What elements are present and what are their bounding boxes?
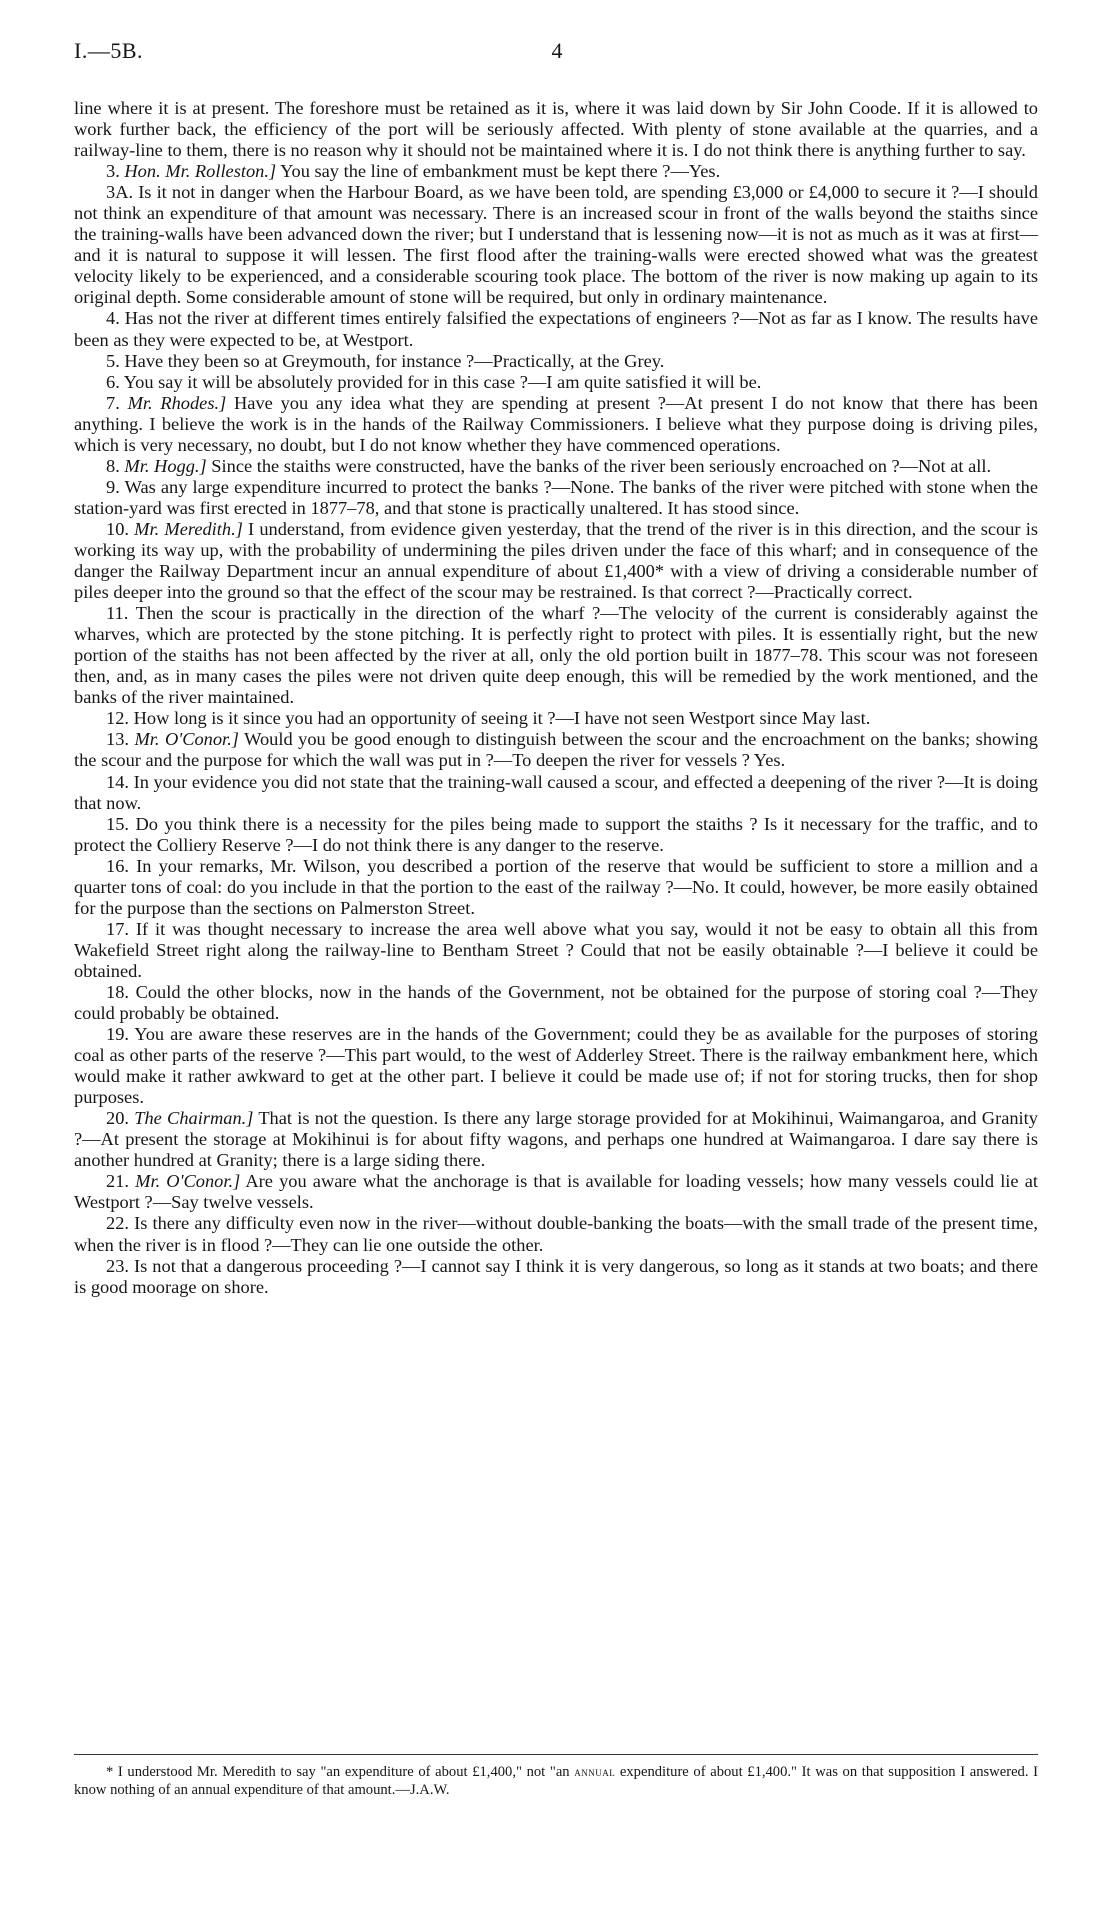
question-paragraph (74, 393, 1038, 456)
question-paragraph (74, 1024, 1038, 1108)
page-header (74, 38, 1040, 68)
footnote-emphasis: annual (574, 1765, 616, 1779)
paragraph-text: You are aware these reserves are in the hands of the Government; could they be as available for the purposes of storing coal as other parts of the reserve ?—This part would, to the west of Adderley Street. There is the railway embankment here, which would make it rather awkward to get at the other part. I believe it could be made use of; if not for storing trucks, then for shop purposes. (74, 1024, 1038, 1108)
footnote (74, 1763, 1038, 1799)
paragraph-text: Have you any idea what they are spending at present ?—At present I do not know that there has been anything. I believe the work is in the hands of the Railway Commissioners. I believe what they purpose doing is driving piles, which is very necessary, no doubt, but I do not know whether they have commenced operations. (74, 392, 1038, 455)
question-paragraph (74, 772, 1038, 814)
speaker-name: Mr. O'Conor.] (135, 1171, 241, 1192)
paragraph-text: Could the other blocks, now in the hands of the Government, not be obtained for the purpose of storing coal ?—They could probably be obtained. (74, 981, 1038, 1024)
question-paragraph (74, 919, 1038, 982)
speaker-name: Mr. Rhodes.] (127, 392, 227, 413)
paragraph-text: Was any large expenditure incurred to protect the banks ?—None. The banks of the river were pitched with stone when the station-yard was first erected in 1877–78, and that stone is practically unaltered. It has stood since. (74, 476, 1039, 518)
question-paragraph (74, 161, 1038, 182)
paper-reference: I.—5B. (74, 38, 143, 63)
continuation-paragraph (74, 98, 1038, 161)
paragraph-text: Do you think there is a necessity for the piles being made to support the staiths ? Is it necessary for the traffic, and to protect the Colliery Reserve ?—I do not think there is any danger to the reserve. (74, 813, 1038, 855)
paragraph-text: If it was thought necessary to increase the area well above what you say, would it not be easy to obtain all this from Wakefield Street right along the railway-line to Bentham Street ? Could that not be easily obtainable ?—I believe it could be obtained. (74, 918, 1038, 981)
footnote-rule (74, 1754, 1038, 1755)
question-paragraph (74, 519, 1038, 603)
question-number: 18. (106, 981, 129, 1002)
question-number: 17. (106, 918, 129, 939)
question-number: 6. (106, 371, 120, 392)
question-number: 20. (106, 1108, 129, 1129)
question-number: 3A. (106, 182, 134, 203)
paragraph-text: That is not the question. Is there any large storage provided for at Mokihinui, Waimangaroa, and Granity ?—At present the storage at Mokihinui is for about fifty wagons, and perhaps one hundred at Waimangaroa. I dare say there is another hundred at Granity; there is a large siding there. (74, 1108, 1038, 1171)
question-paragraph (74, 477, 1038, 519)
paragraph-text: Then the scour is practically in the direction of the wharf ?—The velocity of the current is considerably against the wharves, which are protected by the stone pitching. It is perfectly right to protect with piles. It is essentially right, but the new portion of the staiths has not been affected by the river at all, only the old portion built in 1877–78. This scour was not foreseen then, and, as in many cases the piles were not driven quite deep enough, this will be remedied by the work mentioned, and the banks of the river maintained. (74, 603, 1038, 708)
question-number: 12. (106, 708, 129, 729)
question-number: 19. (106, 1024, 129, 1045)
paragraph-text: I understand, from evidence given yesterday, that the trend of the river is in this direction, and the scour is working its way up, with the probability of undermining the piles driven under the face of this wharf; and in consequence of the danger the Railway Department incur an annual expenditure of about £1,400* with a view of driving a considerable number of piles deeper into the ground so that the effect of the scour may be restrained. Is that correct ?—Practically correct. (74, 518, 1038, 603)
paragraph-text: Is it not in danger when the Harbour Board, as we have been told, are spending £3,000 or £4,000 to secure it ?—I should not think an expenditure of that amount was necessary. There is an increased scour in front of the walls beyond the staiths since the training-walls have been advanced down the river; but I understand that is lessening now—it is not as much as it was at first—and it is natural to suppose it will lessen. The first flood after the training-walls were erected showed what was the greatest velocity likely to be experienced, and a considerable scouring took place. The bottom of the river is now making up again to its original depth. Some considerable amount of stone will be required, but only in ordinary maintenance. (74, 182, 1038, 308)
speaker-name: The Chairman.] (134, 1108, 254, 1129)
question-paragraph (74, 1256, 1038, 1298)
question-paragraph (74, 856, 1038, 919)
question-number: 3. (106, 161, 120, 182)
paragraph-text: How long is it since you had an opportunity of seeing it ?—I have not seen Westport since May last. (133, 708, 871, 729)
paragraph-text: Since the staiths were constructed, have the banks of the river been seriously encroached on ?—Not at all. (211, 455, 992, 476)
question-number: 13. (106, 729, 129, 750)
question-paragraph (74, 182, 1038, 308)
paragraph-text: Has not the river at different times entirely falsified the expectations of engineers ?—Not as far as I know. The results have been as they were expected to be, at Westport. (74, 308, 1038, 350)
paragraph-text: You say the line of embankment must be kept there ?—Yes. (280, 161, 721, 182)
question-number: 5. (106, 350, 120, 371)
question-paragraph (74, 1108, 1038, 1171)
question-paragraph (74, 1171, 1038, 1213)
paragraph-text: Is there any difficulty even now in the river—without double-banking the boats—with the small trade of the present time, when the river is in flood ?—They can lie one outside the other. (74, 1213, 1038, 1255)
question-number: 16. (106, 855, 129, 876)
paragraph-text: You say it will be absolutely provided for in this case ?—I am quite satisfied it will be. (123, 371, 762, 392)
paragraph-text: Are you aware what the anchorage is that is available for loading vessels; how many vessels could lie at Westport ?—Say twelve vessels. (74, 1171, 1038, 1213)
question-number: 7. (106, 392, 120, 413)
question-number: 10. (106, 518, 129, 539)
question-number: 15. (106, 813, 129, 834)
question-paragraph (74, 351, 1038, 372)
question-number: 11. (106, 603, 129, 624)
question-number: 23. (106, 1255, 129, 1276)
question-number: 4. (106, 308, 120, 329)
question-number: 14. (106, 771, 129, 792)
question-number: 21. (106, 1171, 129, 1192)
page-number: 4 (551, 38, 563, 63)
question-paragraph (74, 729, 1038, 771)
paragraph-text: In your evidence you did not state that the training-wall caused a scour, and effected a deepening of the river ?—It is doing that now. (74, 771, 1038, 813)
question-paragraph (74, 308, 1038, 350)
speaker-name: Mr. O'Conor.] (134, 729, 239, 750)
speaker-name: Mr. Hogg.] (124, 455, 207, 476)
question-number: 8. (106, 455, 120, 476)
question-paragraph (74, 372, 1038, 393)
evidence-body (74, 98, 1038, 1298)
question-number: 9. (106, 476, 120, 497)
paragraph-text: line where it is at present. The foreshore must be retained as it is, where it was laid down by Sir John Coode. If it is allowed to work further back, the efficiency of the port will be seriously affected. With plenty of stone available at the quarries, and a railway-line to them, there is no reason why it should not be maintained where it is. I do not think there is anything further to say. (74, 98, 1038, 161)
paragraph-text: In your remarks, Mr. Wilson, you described a portion of the reserve that would be sufficient to store a million and a quarter tons of coal: do you include in that the portion to the east of the railway ?—No. It could, however, be more easily obtained for the purpose than the sections on Palmerston Street. (74, 855, 1038, 918)
paragraph-text: Have they been so at Greymouth, for instance ?—Practically, at the Grey. (124, 350, 665, 371)
speaker-name: Hon. Mr. Rolleston.] (124, 161, 277, 182)
question-paragraph (74, 982, 1038, 1024)
question-paragraph (74, 1213, 1038, 1255)
paragraph-text: Would you be good enough to distinguish between the scour and the encroachment on the banks; showing the scour and the purpose for which the wall was put in ?—To deepen the river for vessels ? Yes. (74, 729, 1039, 771)
footnote-text: * I understood Mr. Meredith to say "an expenditure of about £1,400," not "an annual expenditure of about £1,400." It was on that supposition I answered. I know nothing of an annual expenditure of that amount.—J.A.W. (74, 1764, 1038, 1798)
speaker-name: Mr. Meredith.] (134, 518, 243, 539)
question-paragraph (74, 708, 1038, 729)
question-paragraph (74, 814, 1038, 856)
question-paragraph (74, 456, 1038, 477)
question-paragraph (74, 603, 1038, 708)
question-number: 22. (106, 1213, 129, 1234)
paragraph-text: Is not that a dangerous proceeding ?—I cannot say I think it is very dangerous, so long as it stands at two boats; and there is good moorage on shore. (74, 1255, 1038, 1297)
